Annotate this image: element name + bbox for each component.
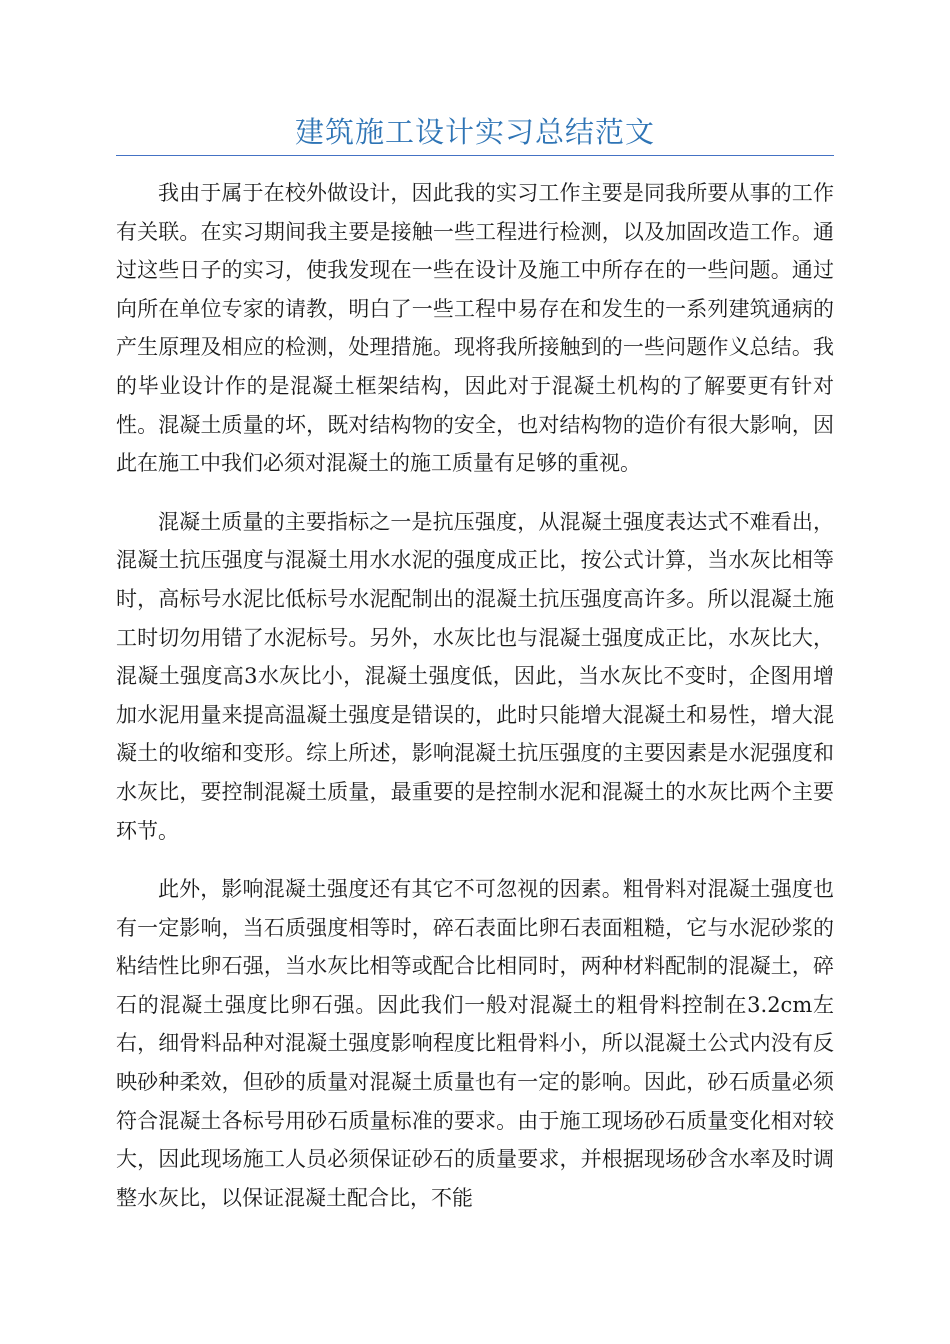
- document-title: 建筑施工设计实习总结范文: [294, 115, 655, 149]
- paragraph-2: 混凝土质量的主要指标之一是抗压强度，从混凝土强度表达式不难看出，混凝土抗压强度与混凝土用水水泥的强度成正比，按公式计算，当水灰比相等时，高标号水泥比低标号水泥配制出的混凝土抗压强度高许多。所以混凝土施工时切勿用错了水泥标号。另外，水灰比也与混凝土强度成正比，水灰比大，混凝土强度高3水灰比小，混凝土强度低，因此，当水灰比不变时，企图用增加水泥用量来提高温凝土强度是错误的，此时只能增大混凝土和易性，增大混凝土的收缩和变形。综上所述，影响混凝土抗压强度的主要因素是水泥强度和水灰比，要控制混凝土质量，最重要的是控制水泥和混凝土的水灰比两个主要环节。: [116, 509, 834, 843]
- document-body: [116, 174, 834, 1217]
- paragraph-3: 此外，影响混凝土强度还有其它不可忽视的因素。粗骨料对混凝土强度也有一定影响，当石质强度相等时，碎石表面比卵石表面粗糙，它与水泥砂浆的粘结性比卵石强，当水灰比相等或配合比相同时，两种材料配制的混凝土，碎石的混凝土强度比卵石强。因此我们一般对混凝土的粗骨料控制在3.2cm左右，细骨料品种对混凝土强度影响程度比粗骨料小，所以混凝土公式内没有反映砂种柔效，但砂的质量对混凝土质量也有一定的影响。因此，砂石质量必须符合混凝土各标号用砂石质量标准的要求。由于施工现场砂石质量变化相对较大，因此现场施工人员必须保证砂石的质量要求，并根据现场砂含水率及时调整水灰比，以保证混凝土配合比，不能: [116, 877, 834, 1210]
- title-underline: [116, 155, 834, 156]
- paragraph-1: 我由于属于在校外做设计，因此我的实习工作主要是同我所要从事的工作有关联。在实习期间我主要是接触一些工程进行检测，以及加固改造工作。通过这些日子的实习，使我发现在一些在设计及施工中所存在的一些问题。通过向所在单位专家的请教，明白了一些工程中易存在和发生的一系列建筑通病的产生原理及相应的检测，处理措施。现将我所接触到的一些问题作义总结。我的毕业设计作的是混凝土框架结构，因此对于混凝土机构的了解要更有针对性。混凝土质量的坏，既对结构物的安全，也对结构物的造价有很大影响，因此在施工中我们必须对混凝土的施工质量有足够的重视。: [116, 181, 834, 476]
